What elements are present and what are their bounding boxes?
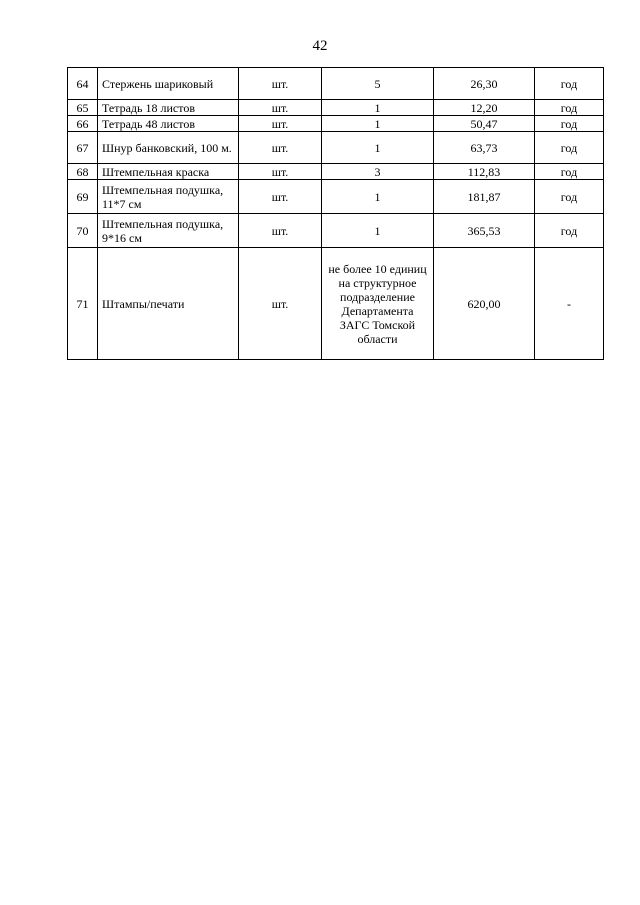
item-quantity: 1: [322, 180, 434, 214]
item-period: год: [535, 68, 604, 100]
row-number: 70: [68, 214, 98, 248]
item-unit: шт.: [239, 68, 322, 100]
table-row: [68, 248, 604, 360]
item-name: Штемпельная краска: [98, 164, 239, 180]
item-name: Тетрадь 18 листов: [98, 100, 239, 116]
row-number: 71: [68, 248, 98, 360]
item-name: Штемпельная подушка, 9*16 см: [98, 214, 239, 248]
row-number: 64: [68, 68, 98, 100]
item-name: Тетрадь 48 листов: [98, 116, 239, 132]
item-name: Стержень шариковый: [98, 68, 239, 100]
item-period: -: [535, 248, 604, 360]
item-name: Штампы/печати: [98, 248, 239, 360]
item-price: 12,20: [434, 100, 535, 116]
item-quantity: 1: [322, 100, 434, 116]
table-row: [68, 100, 604, 116]
item-period: год: [535, 164, 604, 180]
item-unit: шт.: [239, 132, 322, 164]
table-row: [68, 116, 604, 132]
row-number: 68: [68, 164, 98, 180]
row-number: 66: [68, 116, 98, 132]
item-name: Штемпельная подушка, 11*7 см: [98, 180, 239, 214]
table-row: [68, 132, 604, 164]
item-quantity: 1: [322, 214, 434, 248]
item-period: год: [535, 132, 604, 164]
item-name: Шнур банковский, 100 м.: [98, 132, 239, 164]
item-unit: шт.: [239, 214, 322, 248]
table-row: [68, 180, 604, 214]
item-unit: шт.: [239, 164, 322, 180]
item-period: год: [535, 100, 604, 116]
row-number: 65: [68, 100, 98, 116]
item-quantity: 5: [322, 68, 434, 100]
page-number: 42: [312, 38, 328, 54]
item-period: год: [535, 116, 604, 132]
item-quantity: 1: [322, 116, 434, 132]
item-unit: шт.: [239, 180, 322, 214]
items-table: [67, 67, 604, 360]
item-quantity: 1: [322, 132, 434, 164]
item-price: 112,83: [434, 164, 535, 180]
item-unit: шт.: [239, 116, 322, 132]
item-price: 365,53: [434, 214, 535, 248]
item-period: год: [535, 214, 604, 248]
item-quantity: 3: [322, 164, 434, 180]
table-row: [68, 164, 604, 180]
table-row: [68, 214, 604, 248]
row-number: 67: [68, 132, 98, 164]
item-price: 50,47: [434, 116, 535, 132]
item-unit: шт.: [239, 248, 322, 360]
item-unit: шт.: [239, 100, 322, 116]
item-period: год: [535, 180, 604, 214]
item-price: 181,87: [434, 180, 535, 214]
item-price: 620,00: [434, 248, 535, 360]
item-price: 26,30: [434, 68, 535, 100]
item-price: 63,73: [434, 132, 535, 164]
item-quantity: не более 10 единиц на структурное подразделение Департамента ЗАГС Томской области: [322, 248, 434, 360]
table-row: [68, 68, 604, 100]
row-number: 69: [68, 180, 98, 214]
